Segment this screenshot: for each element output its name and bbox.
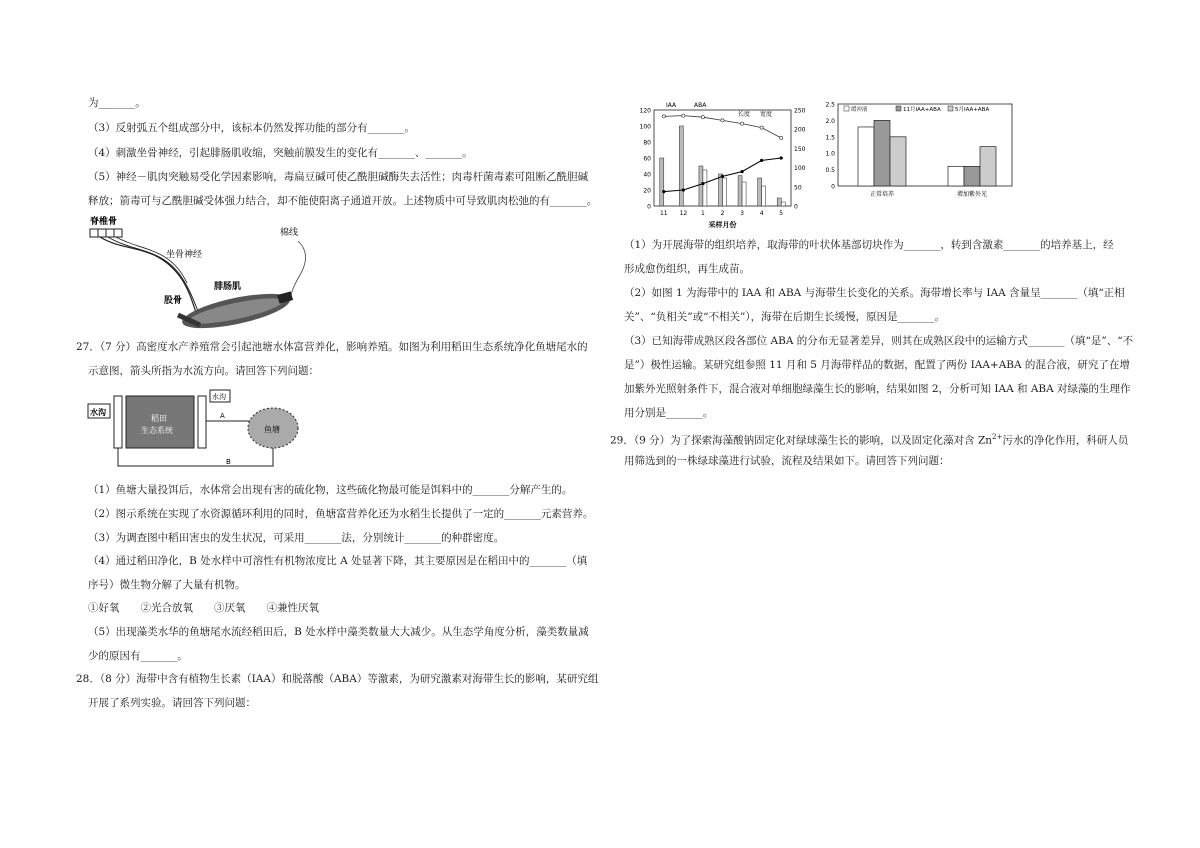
bar — [948, 166, 964, 186]
q28-title: 28．（8 分）海带中含有植物生长素（IAA）和脱落酸（ABA）等激素，为研究激素对海带生长的影响，某研究组 — [76, 673, 599, 685]
x-tick-label: 4 — [759, 210, 764, 217]
y-tick-label: 2.5 — [825, 101, 835, 109]
point-aba — [760, 159, 763, 162]
y-tick-label: 0 — [831, 183, 835, 191]
text-line: 为_______。 — [88, 97, 146, 109]
q27-title: 27．（7 分）高密度水产养殖常会引起池塘水体富营养化，影响养殖。如图为利用稻田生态系统净化鱼塘尾水的 — [76, 341, 588, 353]
bar-length — [719, 174, 723, 206]
y-right-tick-label: 0 — [794, 203, 798, 211]
bar-length — [758, 178, 762, 206]
q29-text-b: 污水的净化作用，科研人员 — [1002, 434, 1129, 447]
legend-length: 长度 — [738, 111, 751, 118]
point-iaa — [780, 136, 783, 139]
point-aba — [780, 156, 783, 159]
text-line: 形成愈伤组织，再生成苗。 — [624, 263, 750, 275]
label-pond: 鱼塘 — [264, 425, 280, 434]
paddy-pond-diagram — [86, 388, 306, 473]
x-tick-label: 12 — [679, 210, 688, 217]
bar-length — [777, 198, 781, 206]
bar-length — [699, 166, 703, 206]
x-tick-label: 5 — [779, 210, 784, 217]
q29-text-a: 29．（9 分）为了探索海藻酸钠固定化对绿球藻生长的影响，以及固定化藻对含 Zn — [610, 434, 993, 447]
category-label: 增加紫外光 — [956, 191, 988, 198]
bar-width — [742, 182, 746, 206]
y-left-tick-label: 20 — [643, 187, 651, 195]
y-right-tick-label: 150 — [794, 145, 806, 153]
y-right-tick-label: 50 — [794, 184, 802, 192]
nerve-muscle-figure — [86, 213, 326, 338]
point-aba — [701, 182, 704, 185]
x-tick-label: 11 — [659, 210, 668, 217]
legend-label: 缓冲液 — [851, 107, 868, 113]
label-femur: 股骨 — [164, 296, 183, 306]
text-line: 关”、“负相关”或“不相关”），海带在后期生长缓慢，原因是_______。 — [624, 311, 945, 323]
bar-width — [762, 186, 766, 206]
point-iaa — [701, 116, 704, 119]
legend-width: 宽度 — [760, 111, 773, 118]
bar-length — [738, 176, 742, 206]
text-line: 用分别是_______。 — [624, 407, 714, 419]
point-aba — [721, 175, 724, 178]
bar-length — [660, 158, 664, 206]
label-paddy-1: 稻田 — [151, 414, 167, 423]
bar-width — [703, 170, 707, 206]
text-line: （2）图示系统在实现了水资源循环利用的同时，鱼塘富营养化还为水稻生长提供了一定的_______元素营养。 — [88, 508, 594, 520]
bar-length — [679, 126, 683, 206]
legend-aba: ABA — [694, 102, 707, 109]
y-left-tick-label: 0 — [647, 203, 651, 211]
legend-swatch — [896, 106, 901, 111]
text-line: 少的原因有_______。 — [88, 650, 188, 662]
label-ditch-right: 水沟 — [212, 393, 226, 401]
text-line: 加紫外光照射条件下，混合液对单细胞绿藻生长的影响，结果如图 2，分析可知 IAA 和 ABA 对绿藻的生理作 — [624, 383, 1131, 395]
y-tick-label: 1.5 — [825, 134, 835, 142]
bar-width — [723, 178, 727, 206]
text-line: 用筛选到的一株绿球藻进行试验，流程及结果如下。请回答下列问题： — [624, 455, 950, 467]
q29-title — [610, 430, 1128, 448]
point-aba — [682, 188, 685, 191]
point-iaa — [721, 119, 724, 122]
point-iaa — [662, 115, 665, 118]
text-line: （1）为开展海带的组织培养，取海带的叶状体基部切块作为_______，转到含激素_______的培养基上，经 — [624, 239, 1114, 251]
label-gastroc: 腓肠肌 — [214, 282, 242, 292]
text-line: 是”）极性运输。某研究组参照 11 月和 5 月海带样品的数据，配置了两份 IAA+ABA 的混合液，研究了在增 — [624, 359, 1130, 371]
label-a: A — [220, 412, 225, 420]
bar — [874, 120, 890, 186]
text-line: （3）已知海带成熟区段各部位 ABA 的分布无显著差异，则其在成熟区段中的运输方式_______（填“是”、“不 — [624, 335, 1134, 347]
y-right-tick-label: 200 — [794, 126, 806, 134]
text-line: （4）刺激坐骨神经，引起腓肠肌收缩，突触前膜发生的变化有_______、_______。 — [88, 147, 473, 159]
text-line: （5）神经－肌肉突触易受化学因素影响，毒扁豆碱可使乙酰胆碱酶失去活性；肉毒杆菌毒素可阻断乙酰胆碱 — [88, 171, 589, 183]
category-label: 正常培养 — [869, 191, 895, 198]
label-ditch-left: 水沟 — [90, 408, 106, 417]
x-tick-label: 1 — [701, 210, 705, 217]
y-right-tick-label: 250 — [794, 107, 806, 115]
y-right-tick-label: 100 — [794, 165, 806, 173]
legend-label: 5月IAA+ABA — [955, 107, 990, 113]
text-line: ①好氧 ②光合放氧 ③厌氧 ④兼性厌氧 — [88, 602, 319, 614]
bar — [980, 147, 996, 186]
chart-iaa-aba — [626, 98, 816, 233]
label-sciatic: 坐骨神经 — [166, 250, 203, 260]
point-aba — [662, 190, 665, 193]
y-tick-label: 2.0 — [825, 117, 835, 125]
text-line: 开展了系列实验。请回答下列问题： — [88, 697, 256, 709]
point-iaa — [760, 126, 763, 129]
legend-iaa: IAA — [666, 102, 677, 109]
label-spinal: 脊椎骨 — [90, 217, 118, 227]
text-line: （3）反射弧五个组成部分中，该标本仍然发挥功能的部分有_______。 — [88, 122, 415, 134]
y-tick-label: 0.5 — [825, 167, 835, 175]
text-line: （1）鱼塘大量投饵后，水体常会出现有害的硫化物，这些硫化物最可能是饵料中的_______分解产生的。 — [88, 484, 573, 496]
x-axis-label: 采样月份 — [708, 221, 737, 229]
legend-swatch — [948, 106, 953, 111]
text-line: 示意图，箭头所指为水流方向。请回答下列问题： — [88, 365, 319, 377]
label-b: B — [226, 458, 231, 466]
right-column — [600, 0, 1200, 848]
y-left-tick-label: 80 — [643, 139, 651, 147]
y-left-tick-label: 120 — [639, 107, 651, 115]
bar — [858, 127, 874, 186]
bar-width — [781, 202, 785, 206]
legend-label: 11月IAA+ABA — [903, 107, 941, 113]
label-wire: 棉线 — [280, 228, 299, 238]
q29-superscript: 2+ — [992, 433, 1003, 441]
y-left-tick-label: 60 — [643, 155, 651, 163]
y-tick-label: 1.0 — [825, 150, 835, 158]
label-paddy-2: 生态系统 — [141, 426, 173, 435]
bar — [964, 166, 980, 186]
point-iaa — [740, 122, 743, 125]
y-left-tick-label: 40 — [643, 171, 651, 179]
text-line: （2）如图 1 为海带中的 IAA 和 ABA 与海带生长变化的关系。海带增长率与 IAA 含量呈_______（填“正相 — [624, 287, 1125, 299]
text-line: 释放；箭毒可与乙酰胆碱受体强力结合，却不能使阳离子通道开放。上述物质中可导致肌肉松弛的有_______。 — [88, 195, 598, 207]
text-line: （5）出现藻类水华的鱼塘尾水流经稻田后，B 处水样中藻类数量大大减少。从生态学角度分析，藻类数量减 — [88, 626, 589, 638]
text-line: （4）通过稻田净化，B 处水样中可溶性有机物浓度比 A 处显著下降，其主要原因是在稻田中的_______（填 — [88, 555, 588, 567]
y-left-tick-label: 100 — [639, 123, 651, 131]
point-iaa — [682, 114, 685, 117]
bar — [890, 137, 906, 186]
text-line: 序号）微生物分解了大量有机物。 — [88, 579, 246, 591]
point-aba — [740, 170, 743, 173]
legend-swatch — [844, 106, 849, 111]
text-line: （3）为调查图中稻田害虫的发生状况，可采用_______法，分别统计_______的种群密度。 — [88, 532, 505, 544]
x-tick-label: 2 — [720, 210, 725, 217]
chart-algae-growth — [816, 98, 1016, 203]
x-tick-label: 3 — [740, 210, 744, 217]
